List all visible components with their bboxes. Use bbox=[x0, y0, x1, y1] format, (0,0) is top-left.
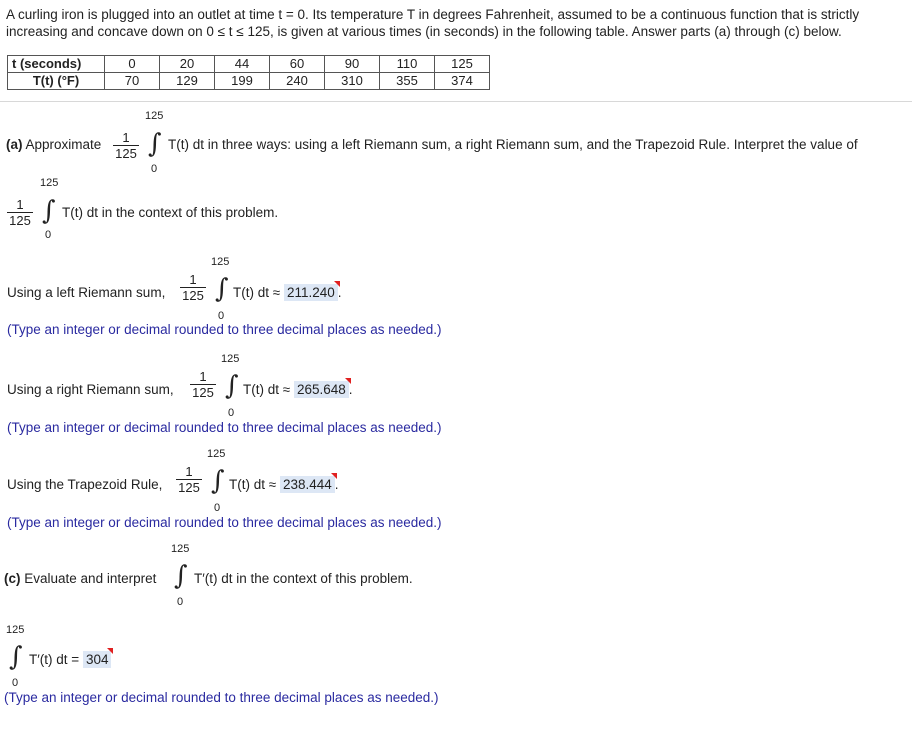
left-sum-hint: (Type an integer or decimal rounded to three decimal places as needed.) bbox=[7, 322, 442, 337]
table-cell: 110 bbox=[380, 56, 435, 73]
right-sum-expr: T(t) dt ≈ bbox=[243, 382, 291, 397]
fraction-denominator: 125 bbox=[113, 145, 139, 161]
trapezoid-answer[interactable]: 238.444 bbox=[280, 476, 335, 493]
part-c-expression bbox=[29, 652, 111, 667]
integral-upper-limit: 125 bbox=[207, 448, 226, 460]
table-cell: 60 bbox=[270, 56, 325, 73]
trapezoid-expression: T(t) dt ≈ 238.444 . bbox=[229, 477, 339, 492]
left-sum-expression: T(t) dt ≈ 211.240 . bbox=[233, 285, 342, 300]
fraction-numerator: 1 bbox=[122, 130, 130, 145]
integral-sign-icon: ∫ bbox=[211, 466, 225, 496]
fraction-numerator: 1 bbox=[199, 369, 207, 384]
right-sum-answer[interactable]: 265.648 bbox=[294, 381, 349, 398]
part-c-expr: T′(t) dt = bbox=[29, 652, 80, 667]
problem-intro: A curling iron is plugged into an outlet at time t = 0. Its temperature T in degrees Fahrenheit, assumed to be a continuous function that is strictly increasing and concave down on 0 ≤ t ≤ 125, is given at various times (in seconds) in the following table. Answer parts (a) through (c) below. bbox=[6, 7, 860, 39]
fraction-denominator: 125 bbox=[176, 479, 202, 495]
integral-lower-limit: 0 bbox=[45, 229, 52, 241]
part-a-text: Approximate bbox=[25, 137, 102, 152]
part-a-prompt bbox=[6, 137, 101, 152]
integral-lower-limit: 0 bbox=[218, 310, 225, 322]
part-c-text-after: T′(t) dt in the context of this problem. bbox=[194, 571, 413, 586]
integral-lower-limit: 0 bbox=[214, 502, 221, 514]
part-c-answer[interactable]: 304 bbox=[83, 651, 112, 668]
table-row-header: t (seconds) bbox=[8, 56, 105, 73]
table-cell: 20 bbox=[160, 56, 215, 73]
integral-lower-limit: 0 bbox=[228, 407, 235, 419]
fraction-denominator: 125 bbox=[180, 287, 206, 303]
part-c-text: Evaluate and interpret bbox=[24, 571, 157, 586]
fraction bbox=[7, 197, 33, 228]
fraction bbox=[180, 272, 206, 303]
table-cell: 199 bbox=[215, 73, 270, 90]
integral-upper-limit: 125 bbox=[221, 353, 240, 365]
fraction-numerator: 1 bbox=[185, 464, 193, 479]
table-cell: 355 bbox=[380, 73, 435, 90]
integral-sign-icon: ∫ bbox=[148, 129, 162, 159]
table-cell: 44 bbox=[215, 56, 270, 73]
integral-lower-limit: 0 bbox=[12, 677, 19, 689]
integral-upper-limit: 125 bbox=[171, 543, 190, 555]
table-cell: 129 bbox=[160, 73, 215, 90]
table-cell: 0 bbox=[105, 56, 160, 73]
part-c-label: (c) bbox=[4, 571, 21, 586]
table-row-header: T(t) (°F) bbox=[8, 73, 105, 90]
fraction bbox=[176, 464, 202, 495]
part-a-context-text: T(t) dt in the context of this problem. bbox=[62, 205, 279, 220]
integral-upper-limit: 125 bbox=[6, 624, 25, 636]
table-cell: 374 bbox=[435, 73, 490, 90]
integral-sign-icon: ∫ bbox=[215, 274, 229, 304]
integral-lower-limit: 0 bbox=[177, 596, 184, 608]
fraction-denominator: 125 bbox=[7, 212, 33, 228]
integral-sign-icon: ∫ bbox=[9, 642, 23, 672]
part-c-hint: (Type an integer or decimal rounded to three decimal places as needed.) bbox=[4, 690, 439, 705]
part-c-prompt bbox=[4, 571, 156, 586]
right-sum-hint: (Type an integer or decimal rounded to three decimal places as needed.) bbox=[7, 420, 442, 435]
integral-upper-limit: 125 bbox=[145, 110, 164, 122]
trapezoid-label: Using the Trapezoid Rule, bbox=[7, 477, 163, 492]
integral-sign-icon: ∫ bbox=[174, 561, 188, 591]
fraction-numerator: 1 bbox=[189, 272, 197, 287]
integral-upper-limit: 125 bbox=[40, 177, 59, 189]
left-sum-label: Using a left Riemann sum, bbox=[7, 285, 166, 300]
data-table bbox=[7, 55, 490, 90]
integral-sign-icon: ∫ bbox=[225, 371, 239, 401]
table-cell: 310 bbox=[325, 73, 380, 90]
table-cell: 240 bbox=[270, 73, 325, 90]
part-a-text-after: T(t) dt in three ways: using a left Riemann sum, a right Riemann sum, and the Trapezoid Rule. Interpret the value of bbox=[168, 137, 858, 152]
trapezoid-expr: T(t) dt ≈ bbox=[229, 477, 277, 492]
left-sum-expr: T(t) dt ≈ bbox=[233, 285, 281, 300]
part-a-label: (a) bbox=[6, 137, 23, 152]
fraction bbox=[190, 369, 216, 400]
section-divider bbox=[0, 101, 912, 102]
table-cell: 125 bbox=[435, 56, 490, 73]
table-row bbox=[8, 56, 490, 73]
integral-sign-icon: ∫ bbox=[42, 196, 56, 226]
table-cell: 70 bbox=[105, 73, 160, 90]
right-sum-expression: T(t) dt ≈ 265.648 . bbox=[243, 382, 353, 397]
fraction bbox=[113, 130, 139, 161]
integral-upper-limit: 125 bbox=[211, 256, 230, 268]
left-sum-answer[interactable]: 211.240 bbox=[284, 284, 338, 301]
table-row bbox=[8, 73, 490, 90]
integral-lower-limit: 0 bbox=[151, 163, 158, 175]
fraction-denominator: 125 bbox=[190, 384, 216, 400]
right-sum-label: Using a right Riemann sum, bbox=[7, 382, 174, 397]
trapezoid-hint: (Type an integer or decimal rounded to three decimal places as needed.) bbox=[7, 515, 442, 530]
fraction-numerator: 1 bbox=[16, 197, 24, 212]
table-cell: 90 bbox=[325, 56, 380, 73]
